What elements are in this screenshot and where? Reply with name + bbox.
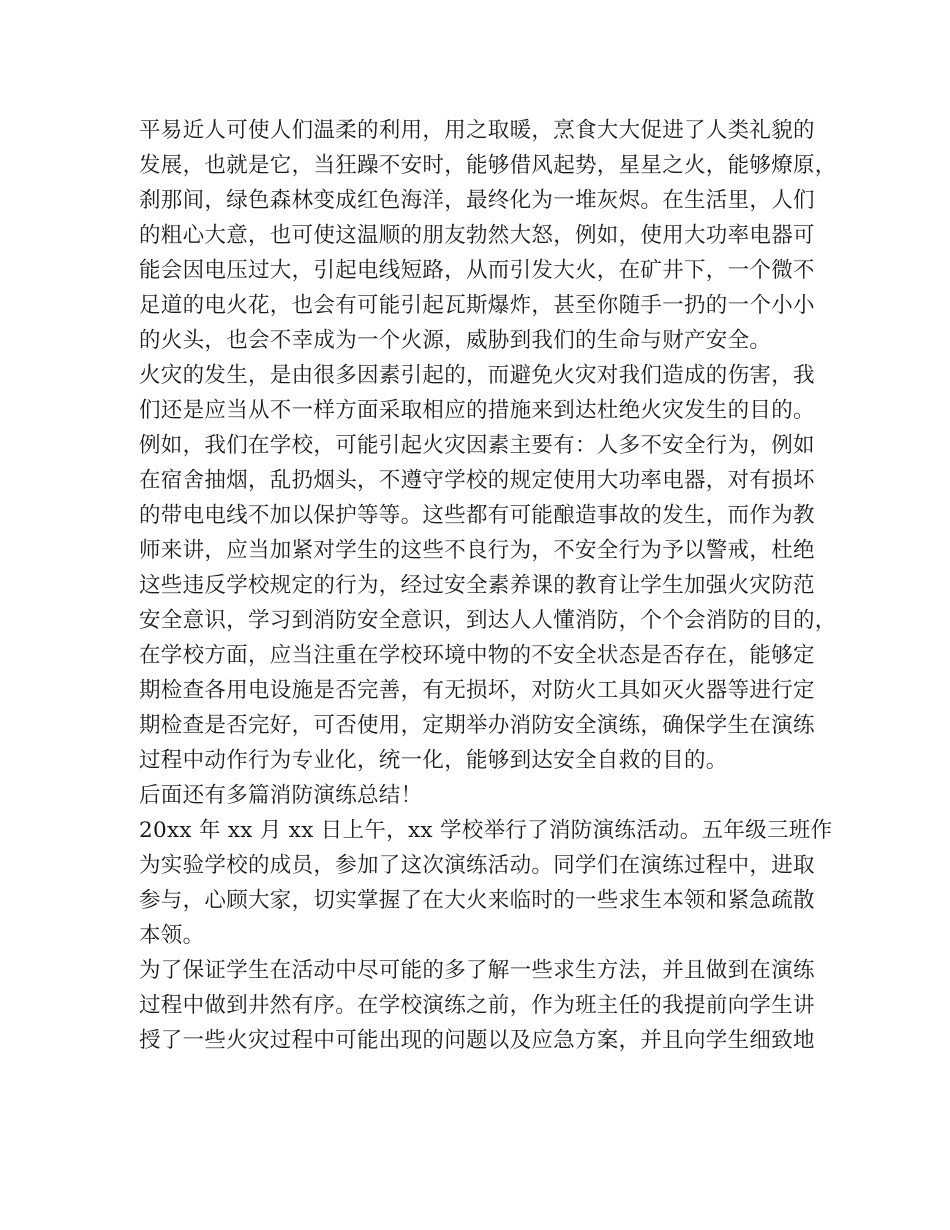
text-line: 例如，我们在学校，可能引起火灾因素主要有：人多不安全行为，例如 [139, 433, 815, 458]
text-line: 授了一些火灾过程中可能出现的问题以及应急方案，并且向学生细致地 [139, 1028, 815, 1053]
text-line: 参与，心顾大家，切实掌握了在大火来临时的一些求生本领和紧急疏散 [139, 888, 815, 913]
text-line: 发展，也就是它，当狂躁不安时，能够借风起势，星星之火，能够燎原， [139, 153, 837, 178]
text-line: 的粗心大意，也可使这温顺的朋友勃然大怒，例如，使用大功率电器可 [139, 223, 815, 248]
text-line: 安全意识，学习到消防安全意识，到达人人懂消防，个个会消防的目的， [139, 608, 837, 633]
text-line: 期检查各用电设施是否完善，有无损坏，对防火工具如灭火器等进行定 [139, 678, 815, 703]
text-line: 为了保证学生在活动中尽可能的多了解一些求生方法，并且做到在演练 [139, 958, 815, 983]
text-line: 火灾的发生，是由很多因素引起的，而避免火灾对我们造成的伤害，我 [139, 363, 815, 388]
text-line: 过程中动作行为专业化，统一化，能够到达安全自救的目的。 [139, 748, 728, 773]
text-line: 平易近人可使人们温柔的利用，用之取暖，烹食大大促进了人类礼貌的 [139, 118, 815, 143]
text-line: 足道的电火花，也会有可能引起瓦斯爆炸，甚至你随手一扔的一个小小 [139, 293, 815, 318]
text-line: 期检查是否完好，可否使用，定期举办消防安全演练，确保学生在演练 [139, 713, 815, 738]
text-line: 20xx 年 xx 月 xx 日上午，xx 学校举行了消防演练活动。五年级三班作 [139, 818, 833, 843]
text-line: 这些违反学校规定的行为，经过安全素养课的教育让学生加强火灾防范 [139, 573, 815, 598]
text-line: 后面还有多篇消防演练总结！ [139, 783, 423, 808]
text-line: 的火头，也会不幸成为一个火源，威胁到我们的生命与财产安全。 [139, 328, 772, 353]
text-line: 在宿舍抽烟，乱扔烟头，不遵守学校的规定使用大功率电器，对有损坏 [139, 468, 815, 493]
text-line: 们还是应当从不一样方面采取相应的措施来到达杜绝火灾发生的目的。 [139, 398, 815, 423]
text-line: 为实验学校的成员，参加了这次演练活动。同学们在演练过程中，进取 [139, 853, 815, 878]
text-line: 过程中做到井然有序。在学校演练之前，作为班主任的我提前向学生讲 [139, 993, 815, 1018]
text-line: 刹那间，绿色森林变成红色海洋，最终化为一堆灰烬。在生活里，人们 [139, 188, 815, 213]
text-line: 的带电电线不加以保护等等。这些都有可能酿造事故的发生，而作为教 [139, 503, 815, 528]
text-line: 本领。 [139, 923, 205, 948]
document-body [139, 113, 837, 1058]
text-line: 能会因电压过大，引起电线短路，从而引发大火，在矿井下，一个微不 [139, 258, 815, 283]
text-line: 在学校方面，应当注重在学校环境中物的不安全状态是否存在，能够定 [139, 643, 815, 668]
text-line: 师来讲，应当加紧对学生的这些不良行为，不安全行为予以警戒，杜绝 [139, 538, 815, 563]
